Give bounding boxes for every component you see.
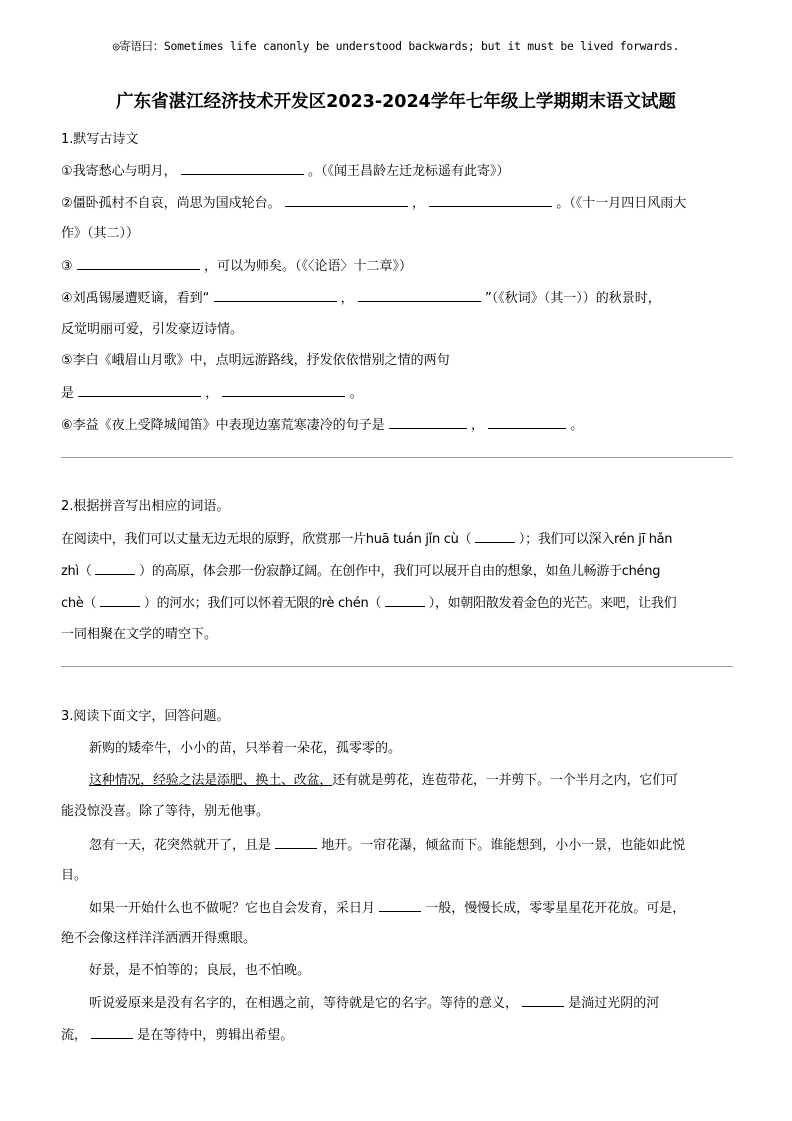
answer-blank[interactable] [222, 383, 345, 397]
q2-line-1: 在阅读中，我们可以丈量无边无垠的原野，欣赏那一片huā tuán jǐn cù（ ）；我们可以深入rén jī hǎn [61, 529, 672, 550]
q1-line-4: ③ ，可以为师矣。（《〈论语〉十二章》） [61, 256, 412, 277]
answer-blank[interactable] [429, 193, 552, 207]
q1-line-1: ①我寄愁心与明月， 。（《闻王昌龄左迁龙标遥有此寄》） [61, 161, 509, 182]
answer-blank[interactable] [78, 383, 201, 397]
answer-blank[interactable] [475, 529, 515, 543]
answer-blank[interactable] [100, 593, 140, 607]
answer-blank[interactable] [488, 415, 566, 429]
q2-line-4: 一同相聚在文学的晴空下。 [61, 627, 218, 642]
q1-line-3: 作》（其二）） [61, 226, 140, 241]
q1-line-8: 是 ， 。 [61, 383, 363, 404]
q3-para-2-cont: 能没惊没喜。除了等待，别无他事。 [61, 804, 270, 819]
q2-line-3: chè（ ）的河水；我们可以怀着无限的rè chén（ ），如朝阳散发着金色的光芒。来吧，让我们 [61, 593, 676, 614]
answer-blank[interactable] [358, 288, 481, 302]
q3-para-4: 如果一开始什么也不做呢？它也自会发育，采日月 一般，慢慢长成，零零星星花开花放。可是， [89, 898, 685, 919]
answer-blank[interactable] [95, 561, 135, 575]
q1-heading: 1.默写古诗文 [61, 132, 139, 147]
answer-blank[interactable] [389, 415, 467, 429]
q1-line-7: ⑤李白《峨眉山月歌》中，点明远游路线，抒发依依惜别之情的两句 [61, 353, 450, 368]
answer-blank[interactable] [285, 193, 408, 207]
q3-para-3: 忽有一天，花突然就开了，且是 地开。一帘花瀑，倾盆而下。谁能想到，小小一景，也能如此悦 [89, 835, 685, 856]
page-title: 广东省湛江经济技术开发区2023-2024学年七年级上学期期末语文试题 [116, 92, 676, 112]
q3-para-2: 这种情况，经验之法是添肥、换土、改盆，还有就是剪花，连苞带花，一并剪下。一个半月之内，它们可 [89, 773, 678, 788]
q3-para-6-cont: 流， 是在等待中，剪辑出希望。 [61, 1025, 293, 1046]
q1-line-6: 反觉明丽可爱，引发豪迈诗情。 [61, 322, 244, 337]
answer-blank[interactable] [77, 256, 200, 270]
answer-blank[interactable] [522, 993, 564, 1007]
q3-para-5: 好景，是不怕等的；良辰，也不怕晚。 [89, 963, 311, 978]
q2-heading: 2.根据拼音写出相应的词语。 [61, 499, 230, 514]
answer-blank[interactable] [385, 593, 425, 607]
answer-blank[interactable] [275, 835, 317, 849]
section-divider [61, 666, 733, 667]
q3-para-6: 听说爱原来是没有名字的，在相遇之前，等待就是它的名字。等待的意义， 是淌过光阴的河 [89, 993, 659, 1014]
answer-blank[interactable] [181, 161, 304, 175]
underlined-sentence: 这种情况，经验之法是添肥、换土、改盆， [89, 773, 333, 788]
section-divider [61, 457, 733, 458]
answer-blank[interactable] [214, 288, 337, 302]
motto: ◎寄语曰：Sometimes life canonly be understood backwards; but it must be lived forwards. [112, 39, 680, 53]
q1-line-5: ④刘禹锡屡遭贬谪，看到“ ， ”（《秋词》（其一））的秋景时， [61, 288, 661, 309]
q2-line-2: zhì（ ）的高原，体会那一份寂静辽阔。在创作中，我们可以展开自由的想象，如鱼儿畅游于chéng [61, 561, 660, 582]
answer-blank[interactable] [91, 1025, 133, 1039]
q3-para-1: 新购的矮牵牛，小小的苗，只举着一朵花，孤零零的。 [89, 741, 402, 756]
q3-para-4-cont: 绝不会像这样洋洋洒洒开得熏眼。 [61, 931, 257, 946]
q3-para-3-cont: 目。 [61, 868, 88, 883]
answer-blank[interactable] [379, 898, 421, 912]
q3-heading: 3.阅读下面文字，回答问题。 [61, 709, 230, 724]
q1-line-9: ⑥李益《夜上受降城闻笛》中表现边塞荒寒凄冷的句子是 ， 。 [61, 415, 583, 436]
q1-line-2: ②僵卧孤村不自哀，尚思为国戍轮台。 ， 。（《十一月四日风雨大 [61, 193, 686, 214]
